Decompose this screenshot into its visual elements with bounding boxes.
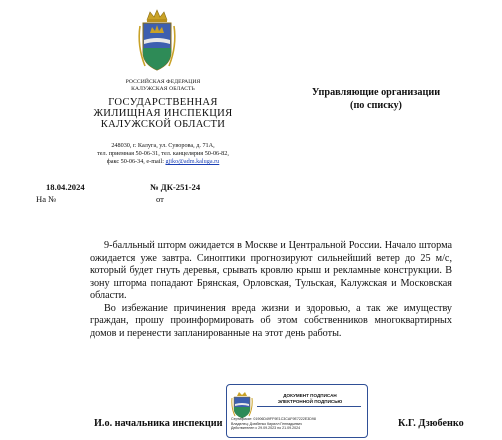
body-paragraph-2: Во избежание причинения вреда жизни и здоровью, а так же имуществу граждан, прошу проинформировать об этом собственников многоквартирных домов и перенести запланированные на этот день работы. bbox=[90, 302, 452, 339]
fax-email-line bbox=[72, 158, 254, 166]
org-name-line1: ГОСУДАРСТВЕННАЯ bbox=[108, 97, 218, 108]
org-name-line2: ЖИЛИЩНАЯ ИНСПЕКЦИЯ bbox=[93, 108, 233, 119]
org-name-line3: КАЛУЖСКОЙ ОБЛАСТИ bbox=[100, 119, 226, 130]
header-country: РОССИЙСКАЯ ФЕДЕРАЦИЯ bbox=[125, 79, 201, 85]
fax-label: факс 50-06-34, e-mail: bbox=[106, 157, 166, 165]
stamp-title bbox=[257, 393, 363, 404]
coat-of-arms-icon bbox=[135, 8, 179, 74]
signatory-title: И.о. начальника инспекции bbox=[94, 418, 223, 429]
stamp-certificate: Сертификат: 01906D49FF9E1C3CAF9E7222E3D98 bbox=[231, 417, 316, 421]
electronic-signature-stamp bbox=[226, 384, 368, 438]
ref-date-label: от bbox=[156, 194, 164, 204]
stamp-details bbox=[231, 417, 363, 431]
recipient-line1: Управляющие организации bbox=[311, 87, 441, 98]
document-number: № ДК-251-24 bbox=[150, 182, 201, 192]
stamp-title-line1: ДОКУМЕНТ ПОДПИСАН bbox=[283, 393, 337, 398]
body-paragraph-1: 9-балльный шторм ожидается в Москве и Центральной России. Начало шторма ожидается уже завтра. Синоптики прогнозируют сильнейший ветер до 25 м/с, который будет гнуть деревья, срывать кровлю крыш и рекламные конструкции. В зону шторма попадают Брянская, Орловская, Тульская, Калужская и Московская области. bbox=[90, 240, 452, 302]
recipient-block bbox=[300, 86, 452, 113]
phones-line: тел. приемная 50-06-31, тел. канцелярия 50-06-82, bbox=[97, 149, 229, 157]
ref-number-label: На № bbox=[36, 194, 57, 204]
stamp-title-line2: ЭЛЕКТРОННОЙ ПОДПИСЬЮ bbox=[277, 398, 343, 404]
letter-body bbox=[90, 240, 452, 340]
org-address bbox=[72, 142, 254, 166]
stamp-coat-of-arms-icon bbox=[231, 391, 253, 419]
email-link[interactable]: gjiko@adm.kaluga.ru bbox=[165, 157, 220, 165]
signatory-name: К.Г. Дзюбенко bbox=[398, 418, 464, 429]
recipient-line2: (по списку) bbox=[350, 100, 402, 112]
stamp-owner: Владелец: Дзюбенко Кирилл Геннадьевич bbox=[231, 421, 302, 426]
stamp-validity: Действителен с 29.09.2023 по 21.09.2024 bbox=[231, 426, 301, 431]
header-region: КАЛУЖСКАЯ ОБЛАСТЬ bbox=[131, 86, 195, 92]
document-date: 18.04.2024 bbox=[46, 182, 85, 192]
address-line: 248030, г. Калуга, ул. Суворова, д. 71А, bbox=[111, 142, 215, 149]
stamp-divider bbox=[257, 406, 361, 407]
